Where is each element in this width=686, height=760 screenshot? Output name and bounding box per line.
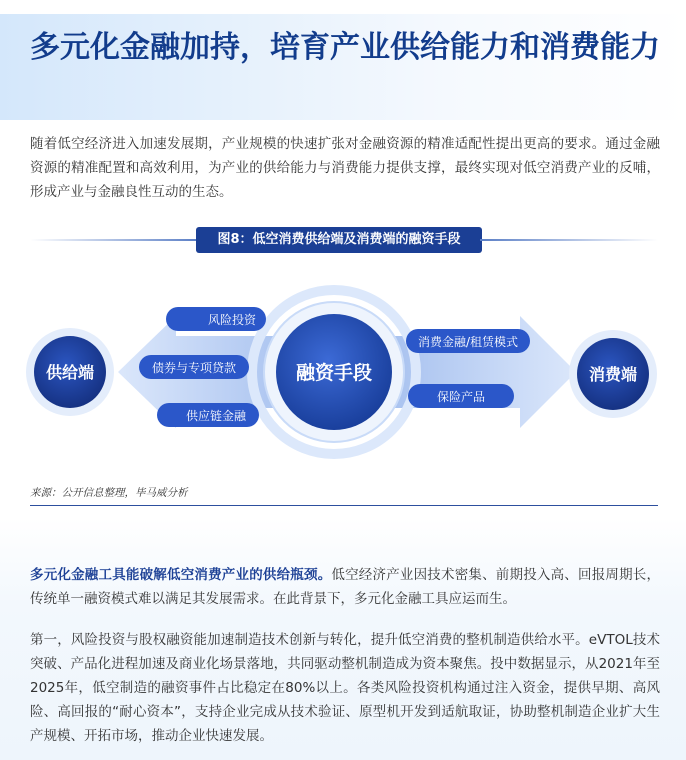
figure-caption: 图8：低空消费供给端及消费端的融资手段 [196,227,482,253]
financing-diagram [0,262,686,482]
supply-node-label: 供给端 [45,363,95,382]
figure-source: 来源：公开信息整理，毕马威分析 [30,487,188,499]
figure-bottom-rule [30,505,658,506]
paragraph-supply-bottleneck [30,563,660,611]
paragraph-venture-capital: 第一，风险投资与股权融资能加速制造技术创新与转化，提升低空消费的整机制造供给水平。eVTOL技术突破、产品化进程加速及商业化场景落地，共同驱动整机制造成为资本聚焦。投中数据显示，从2021年至2025年，低空制造的融资事件占比稳定在80%以上。各类风险投资机构通过注入资金，提供早期、高风险、高回报的“耐心资本”，支持企业完成从技术验证、原型机开发到适航取证，协助整机制造企业扩大生产规模、开拓市场，推动企业快速发展。 [30,632,660,744]
center-label: 融资手段 [295,362,373,384]
pill-supply-chain-label: 供应链金融 [185,409,247,423]
pill-bonds-label: 债券与专项贷款 [151,361,237,375]
paragraph-body: 低空经济产业因技术密集、前期投入高、回报周期长，传统单一融资模式难以满足其发展需求。在此背景下，多元化金融工具应运而生。 [30,567,661,607]
pill-venture-label: 风险投资 [207,313,257,327]
figure-rule-left [30,239,198,241]
pill-consumer-finance-label: 消费金融/租赁模式 [417,335,519,349]
pill-insurance-label: 保险产品 [436,390,486,404]
consume-node-label: 消费端 [588,365,638,384]
page-title: 多元化金融加持，培育产业供给能力和消费能力 [30,30,660,65]
paragraph-lead: 多元化金融工具能破解低空消费产业的供给瓶颈。 [30,567,332,583]
figure-rule-right [480,239,658,241]
intro-paragraph: 随着低空经济进入加速发展期，产业规模的快速扩张对金融资源的精准适配性提出更高的要求。通过金融资源的精准配置和高效利用，为产业的供给能力与消费能力提供支撑，最终实现对低空消费产业的反哺，形成产业与金融良性互动的生态。 [30,136,660,200]
